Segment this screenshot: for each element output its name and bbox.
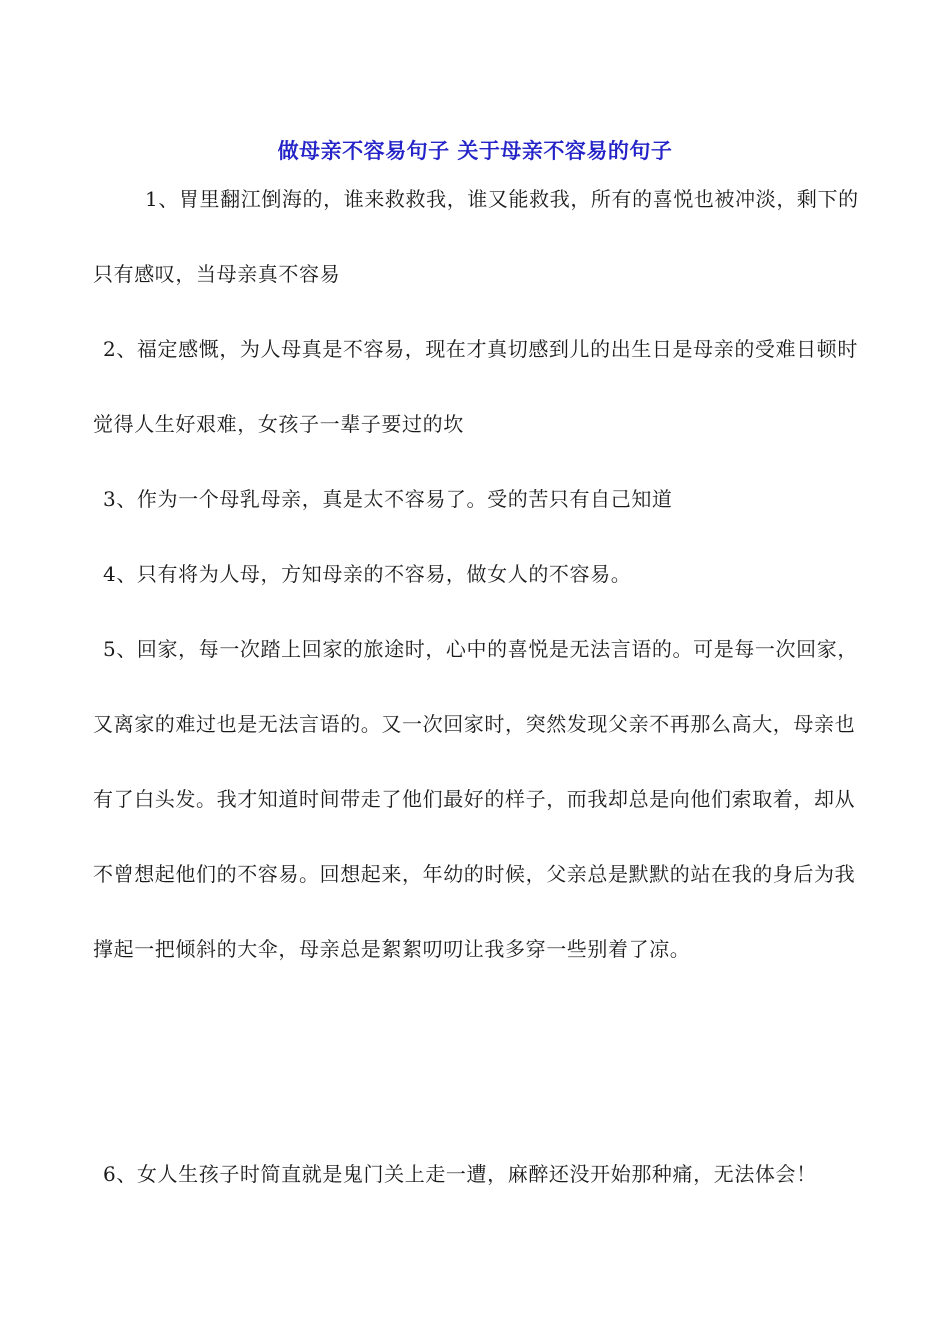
paragraph-2: 2、福定感慨，为人母真是不容易，现在才真切感到儿的出生日是母亲的受难日顿时觉得人生好艰难，女孩子一辈子要过的坎 xyxy=(93,337,858,436)
paragraph-6: 6、女人生孩子时简直就是鬼门关上走一遭，麻醉还没开始那种痛，无法体会！ xyxy=(103,1162,817,1186)
document-title: 做母亲不容易句子 关于母亲不容易的句子 xyxy=(277,139,673,163)
paragraph-1: 1、胃里翻江倒海的，谁来救救我，谁又能救我，所有的喜悦也被冲淡，剩下的只有感叹，当母亲真不容易 xyxy=(93,187,859,286)
paragraph-3: 3、作为一个母乳母亲，真是太不容易了。受的苦只有自己知道 xyxy=(103,487,673,511)
paragraph-5: 5、回家，每一次踏上回家的旅途时，心中的喜悦是无法言语的。可是每一次回家，又离家的难过也是无法言语的。又一次回家时，突然发现父亲不再那么高大，母亲也有了白头发。我才知道时间带走了他们最好的样子，而我却总是向他们索取着，却从不曾想起他们的不容易。回想起来，年幼的时候，父亲总是默默的站在我的身后为我撑起一把倾斜的大伞，母亲总是絮絮叨叨让我多穿一些别着了凉。 xyxy=(93,637,858,961)
paragraph-4: 4、只有将为人母，方知母亲的不容易，做女人的不容易。 xyxy=(103,562,632,586)
